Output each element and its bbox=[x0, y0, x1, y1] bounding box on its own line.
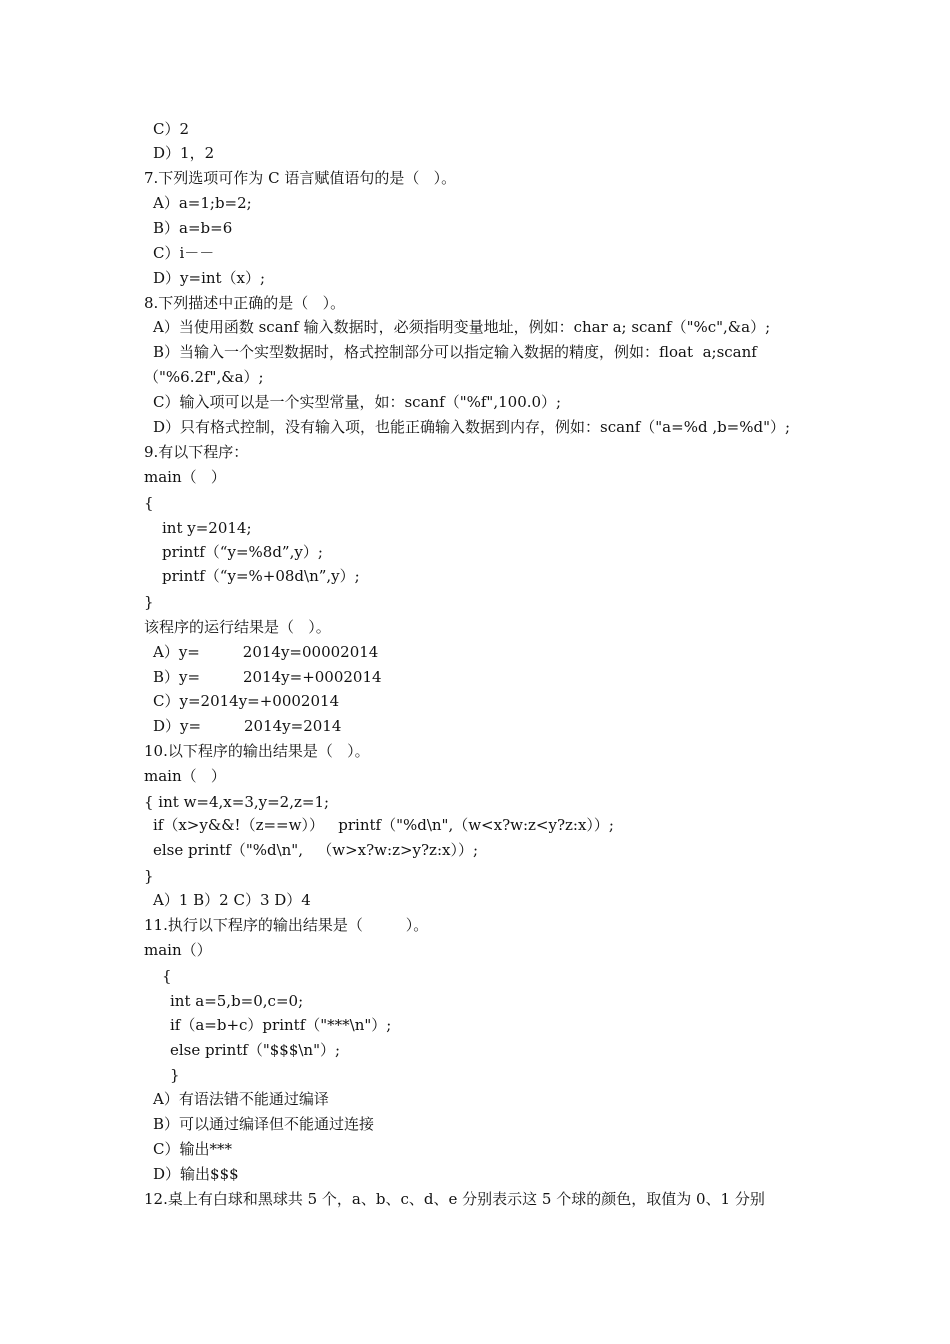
code-line: else printf（"$$$\n"）; bbox=[170, 1041, 341, 1059]
option-line: B）a=b=6 bbox=[153, 219, 233, 237]
code-line: else printf（"%d\n", （w>x?w:z>y?z:x））; bbox=[153, 841, 479, 859]
code-line: int y=2014; bbox=[162, 519, 252, 537]
question-line: 该程序的运行结果是（ ）。 bbox=[144, 618, 331, 636]
code-line: { bbox=[162, 967, 172, 985]
code-line: if（a=b+c）printf（"***\n"）; bbox=[170, 1016, 392, 1034]
code-line: if（x>y&&!（z==w）） printf（"%d\n",（w<x?w:z<y?z:x））; bbox=[153, 816, 614, 834]
option-line: D）y= 2014y=2014 bbox=[153, 717, 342, 735]
code-line: main（ ） bbox=[144, 767, 226, 785]
option-line: A）a=1;b=2; bbox=[153, 194, 252, 212]
option-line: C）2 bbox=[153, 120, 190, 138]
code-line: } bbox=[170, 1066, 180, 1084]
code-line: main（） bbox=[144, 941, 212, 959]
code-line: { int w=4,x=3,y=2,z=1; bbox=[144, 793, 330, 811]
option-line: D）输出$$$ bbox=[153, 1165, 239, 1183]
code-line: printf（“y=%8d”,y）; bbox=[162, 543, 323, 561]
option-line: B）当输入一个实型数据时，格式控制部分可以指定输入数据的精度，例如：float a;scanf bbox=[153, 343, 757, 361]
option-line: A）y= 2014y=00002014 bbox=[153, 643, 379, 661]
code-line: int a=5,b=0,c=0; bbox=[170, 992, 304, 1010]
question-line: 9.有以下程序： bbox=[144, 443, 249, 461]
option-line: D）只有格式控制，没有输入项，也能正确输入数据到内存，例如：scanf（"a=%d ,b=%d"）; bbox=[153, 418, 791, 436]
option-line: C）输出*** bbox=[153, 1140, 232, 1158]
option-line: （"%6.2f",&a）; bbox=[144, 368, 264, 386]
code-line: } bbox=[144, 867, 154, 885]
option-line: D）1，2 bbox=[153, 144, 215, 162]
option-line: C）输入项可以是一个实型常量，如：scanf（"%f",100.0）; bbox=[153, 393, 562, 411]
question-line: 8.下列描述中正确的是（ ）。 bbox=[144, 294, 346, 312]
option-line: A）当使用函数 scanf 输入数据时，必须指明变量地址，例如：char a; scanf（"%c",&a）; bbox=[153, 318, 771, 336]
option-line: B）y= 2014y=+0002014 bbox=[153, 668, 382, 686]
code-line: main（ ） bbox=[144, 468, 226, 486]
option-line: A）1 B）2 C）3 D）4 bbox=[153, 891, 311, 909]
code-line: } bbox=[144, 593, 154, 611]
question-line: 11.执行以下程序的输出结果是（ ）。 bbox=[144, 916, 429, 934]
option-line: B）可以通过编译但不能通过连接 bbox=[153, 1115, 375, 1133]
question-line: 10.以下程序的输出结果是（ ）。 bbox=[144, 742, 370, 760]
code-line: printf（“y=%+08d\n”,y）; bbox=[162, 567, 360, 585]
option-line: D）y=int（x）; bbox=[153, 269, 266, 287]
option-line: C）i－－ bbox=[153, 244, 215, 262]
question-line: 12.桌上有白球和黑球共 5 个，a、b、c、d、e 分别表示这 5 个球的颜色，取值为 0、1 分别 bbox=[144, 1190, 765, 1208]
code-line: { bbox=[144, 494, 154, 512]
option-line: C）y=2014y=+0002014 bbox=[153, 692, 340, 710]
option-line: A）有语法错不能通过编译 bbox=[153, 1090, 329, 1108]
question-line: 7.下列选项可作为 C 语言赋值语句的是（ ）。 bbox=[144, 169, 457, 187]
